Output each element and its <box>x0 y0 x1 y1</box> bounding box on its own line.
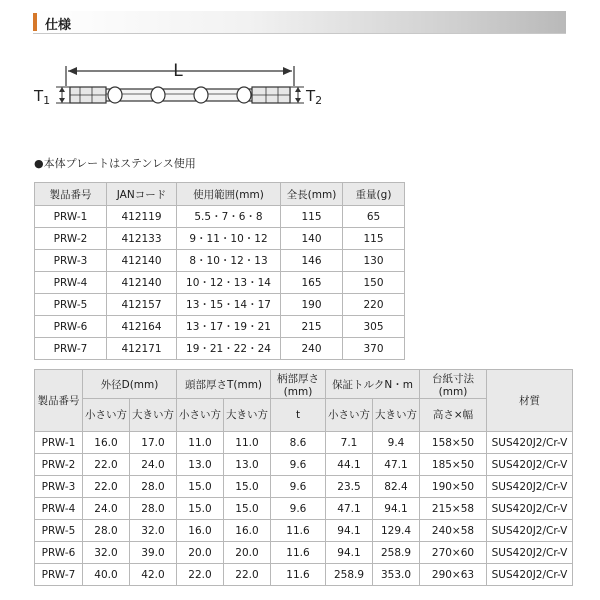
table-cell: 13・15・14・17 <box>177 294 281 316</box>
table2-header-row <box>35 370 573 399</box>
table-cell: 44.1 <box>326 454 373 476</box>
table-cell: 8・10・12・13 <box>177 250 281 272</box>
t2-main: T <box>306 87 316 105</box>
table-cell: 16.0 <box>177 520 224 542</box>
length-label: L <box>173 61 183 81</box>
table-cell: SUS420J2/Cr-V <box>487 520 573 542</box>
table2-sub-hw: 高さ×幅 <box>420 399 487 432</box>
table-cell: 15.0 <box>224 498 271 520</box>
spec-table-2 <box>34 369 573 586</box>
table-cell: PRW-5 <box>35 520 83 542</box>
table-cell: 47.1 <box>326 498 373 520</box>
table-cell: 9.4 <box>373 432 420 454</box>
wrench-dimension-diagram <box>30 56 340 136</box>
table-cell: 24.0 <box>83 498 130 520</box>
table-cell: 11.6 <box>271 520 326 542</box>
table-cell: 258.9 <box>326 564 373 586</box>
table-cell: 370 <box>343 338 405 360</box>
table2-sub-large: 大きい方 <box>224 399 271 432</box>
table-cell: PRW-7 <box>35 338 107 360</box>
table-cell: 270×60 <box>420 542 487 564</box>
table-cell: 140 <box>281 228 343 250</box>
table1-row <box>35 316 405 338</box>
table-cell: 190 <box>281 294 343 316</box>
table-cell: 240 <box>281 338 343 360</box>
table2-row <box>35 432 573 454</box>
table-cell: 185×50 <box>420 454 487 476</box>
table2-row <box>35 476 573 498</box>
section-title: 仕様 <box>45 18 72 33</box>
table-cell: 40.0 <box>83 564 130 586</box>
table2-header-torque: 保証トルクN・m <box>326 370 420 399</box>
table-cell: 412140 <box>107 272 177 294</box>
table-cell: PRW-7 <box>35 564 83 586</box>
table2-sub-small: 小さい方 <box>83 399 130 432</box>
table-cell: 20.0 <box>224 542 271 564</box>
table-cell: 215×58 <box>420 498 487 520</box>
table-cell: PRW-1 <box>35 432 83 454</box>
table-cell: 82.4 <box>373 476 420 498</box>
table-cell: PRW-1 <box>35 206 107 228</box>
table2-row <box>35 498 573 520</box>
table-cell: 22.0 <box>224 564 271 586</box>
table-cell: 28.0 <box>130 498 177 520</box>
table-cell: 353.0 <box>373 564 420 586</box>
t2-sub: 2 <box>315 94 323 107</box>
spec-table-1 <box>34 182 405 360</box>
table2-sub-t: t <box>271 399 326 432</box>
table-cell: PRW-3 <box>35 250 107 272</box>
t1-main: T <box>34 87 44 105</box>
table-cell: PRW-4 <box>35 498 83 520</box>
table-cell: 305 <box>343 316 405 338</box>
table-cell: 32.0 <box>130 520 177 542</box>
table-cell: 412171 <box>107 338 177 360</box>
table-cell: 15.0 <box>177 476 224 498</box>
table-cell: PRW-6 <box>35 316 107 338</box>
table2-row <box>35 564 573 586</box>
table-cell: 13・17・19・21 <box>177 316 281 338</box>
table-cell: 15.0 <box>224 476 271 498</box>
t1-sub: 1 <box>43 94 51 107</box>
table-cell: 11.6 <box>271 564 326 586</box>
table-cell: 16.0 <box>224 520 271 542</box>
table1-row <box>35 338 405 360</box>
table2-header-material: 材質 <box>487 370 573 432</box>
table-cell: 39.0 <box>130 542 177 564</box>
table-cell: 165 <box>281 272 343 294</box>
table-cell: 42.0 <box>130 564 177 586</box>
table2-header-product: 製品番号 <box>35 370 83 432</box>
table-cell: 412164 <box>107 316 177 338</box>
table-cell: 23.5 <box>326 476 373 498</box>
table-cell: 20.0 <box>177 542 224 564</box>
table-cell: 11.0 <box>224 432 271 454</box>
table-cell: 290×63 <box>420 564 487 586</box>
table2-header-head: 頭部厚さT(mm) <box>177 370 271 399</box>
material-note: ●本体プレートはステンレス使用 <box>34 157 196 170</box>
table-cell: PRW-5 <box>35 294 107 316</box>
table2-header-handle: 柄部厚さ(mm) <box>271 370 326 399</box>
table-cell: 22.0 <box>177 564 224 586</box>
table-cell: 22.0 <box>83 476 130 498</box>
table-cell: SUS420J2/Cr-V <box>487 564 573 586</box>
table-cell: SUS420J2/Cr-V <box>487 542 573 564</box>
table-cell: 17.0 <box>130 432 177 454</box>
table-cell: 115 <box>281 206 343 228</box>
table-cell: 28.0 <box>83 520 130 542</box>
table1-row <box>35 272 405 294</box>
table-cell: 9・11・10・12 <box>177 228 281 250</box>
table-cell: 412119 <box>107 206 177 228</box>
table-cell: 215 <box>281 316 343 338</box>
table-cell: 9.6 <box>271 498 326 520</box>
table-cell: 115 <box>343 228 405 250</box>
table1-header-cell: 全長(mm) <box>281 183 343 206</box>
t1-label <box>33 87 50 107</box>
section-header <box>33 11 566 34</box>
table1-row <box>35 228 405 250</box>
table-cell: 24.0 <box>130 454 177 476</box>
table1-row <box>35 294 405 316</box>
table1-header-cell: 製品番号 <box>35 183 107 206</box>
table-cell: 240×58 <box>420 520 487 542</box>
table-cell: 16.0 <box>83 432 130 454</box>
table-cell: 10・12・13・14 <box>177 272 281 294</box>
table-cell: SUS420J2/Cr-V <box>487 498 573 520</box>
table-cell: 412140 <box>107 250 177 272</box>
table-cell: PRW-4 <box>35 272 107 294</box>
table1-header-row <box>35 183 405 206</box>
table-cell: 47.1 <box>373 454 420 476</box>
table1-header-cell: 使用範囲(mm) <box>177 183 281 206</box>
table1-header-cell: 重量(g) <box>343 183 405 206</box>
table-cell: 94.1 <box>326 542 373 564</box>
table-cell: 19・21・22・24 <box>177 338 281 360</box>
table1-row <box>35 250 405 272</box>
table-cell: 129.4 <box>373 520 420 542</box>
table-cell: 220 <box>343 294 405 316</box>
table-cell: SUS420J2/Cr-V <box>487 454 573 476</box>
table2-row <box>35 542 573 564</box>
table-cell: 258.9 <box>373 542 420 564</box>
header-accent-bar <box>33 13 37 31</box>
table-cell: 11.6 <box>271 542 326 564</box>
table2-sub-large: 大きい方 <box>373 399 420 432</box>
table-cell: 5.5・7・6・8 <box>177 206 281 228</box>
table-cell: 190×50 <box>420 476 487 498</box>
table-cell: 13.0 <box>177 454 224 476</box>
table-cell: PRW-6 <box>35 542 83 564</box>
table-cell: 158×50 <box>420 432 487 454</box>
table-cell: PRW-2 <box>35 454 83 476</box>
table-cell: 22.0 <box>83 454 130 476</box>
table-cell: 11.0 <box>177 432 224 454</box>
table2-sub-large: 大きい方 <box>130 399 177 432</box>
table2-header-mount: 台紙寸法(mm) <box>420 370 487 399</box>
table-cell: 94.1 <box>326 520 373 542</box>
table-cell: PRW-3 <box>35 476 83 498</box>
table-cell: 7.1 <box>326 432 373 454</box>
table-cell: 32.0 <box>83 542 130 564</box>
table1-row <box>35 206 405 228</box>
table-cell: SUS420J2/Cr-V <box>487 432 573 454</box>
table-cell: 13.0 <box>224 454 271 476</box>
table1-header-cell: JANコード <box>107 183 177 206</box>
table-cell: 150 <box>343 272 405 294</box>
table2-sub-small: 小さい方 <box>326 399 373 432</box>
table-cell: 9.6 <box>271 454 326 476</box>
table2-header-outer: 外径D(mm) <box>83 370 177 399</box>
table-cell: 412157 <box>107 294 177 316</box>
table-cell: 28.0 <box>130 476 177 498</box>
table-cell: 15.0 <box>177 498 224 520</box>
table-cell: 8.6 <box>271 432 326 454</box>
table-cell: SUS420J2/Cr-V <box>487 476 573 498</box>
table-cell: PRW-2 <box>35 228 107 250</box>
t2-label <box>305 87 322 107</box>
table2-row <box>35 454 573 476</box>
table-cell: 412133 <box>107 228 177 250</box>
table-cell: 146 <box>281 250 343 272</box>
table2-row <box>35 520 573 542</box>
table-cell: 65 <box>343 206 405 228</box>
table-cell: 9.6 <box>271 476 326 498</box>
table2-sub-small: 小さい方 <box>177 399 224 432</box>
table-cell: 94.1 <box>373 498 420 520</box>
table-cell: 130 <box>343 250 405 272</box>
